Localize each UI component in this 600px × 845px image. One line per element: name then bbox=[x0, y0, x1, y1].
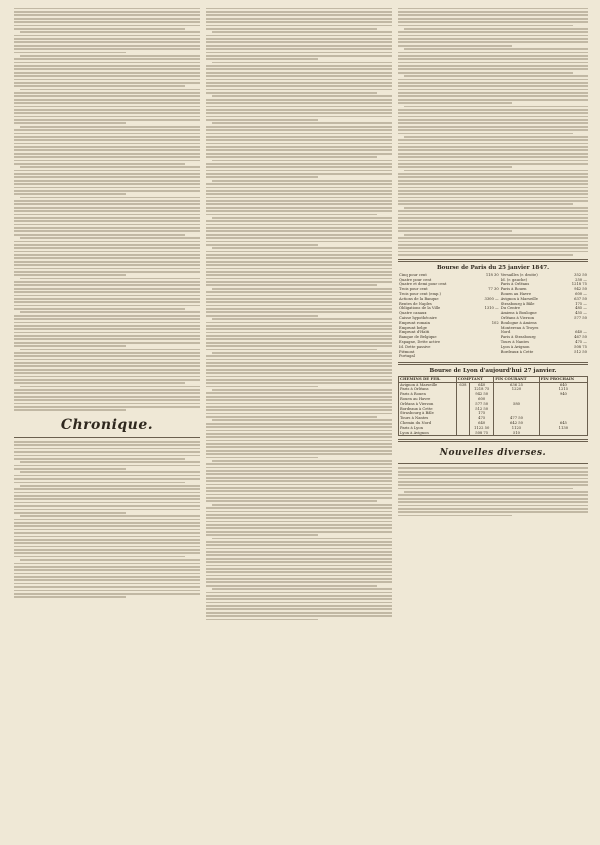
table-cell: 3300 — bbox=[484, 296, 499, 301]
chronique-heading: Chronique. bbox=[60, 417, 154, 433]
bourse-paris-table bbox=[398, 273, 588, 359]
table-cell: Orléans à Vierzon bbox=[399, 402, 457, 407]
table-header: COMPTANT bbox=[456, 377, 494, 383]
table-cell: Emprunt belge bbox=[399, 325, 427, 330]
table-cell: Paris à Orléans bbox=[500, 282, 530, 287]
table-cell bbox=[561, 354, 588, 359]
nouvelles-text bbox=[398, 467, 588, 516]
table-cell: 1218 75 bbox=[470, 387, 494, 392]
column-1 bbox=[14, 6, 200, 600]
table-cell: Quatre et demi pour cent bbox=[399, 282, 447, 287]
table-cell: 1125 bbox=[494, 426, 539, 431]
article-text bbox=[206, 8, 392, 621]
table-cell: Id. (r. gauche) bbox=[500, 277, 528, 282]
table-cell: Actions de la Banque bbox=[399, 296, 439, 301]
divider bbox=[398, 362, 588, 365]
table-cell: 1130 bbox=[539, 426, 587, 431]
table-cell: Id. Dette passive bbox=[399, 344, 431, 349]
table-cell: Rouen au Havre bbox=[500, 291, 532, 296]
table-cell: 637 50 bbox=[574, 296, 587, 301]
table-cell: 1220 bbox=[494, 387, 539, 392]
table-cell: Bordeaux à Cette bbox=[500, 349, 534, 354]
table-cell: Lyon à Avignon bbox=[500, 344, 530, 349]
table-cell: Strasbourg à Bâle bbox=[399, 411, 457, 416]
table-cell: 467 50 bbox=[574, 335, 587, 340]
table-cell: Nord bbox=[500, 330, 511, 335]
table-cell: Avignon à Marseille bbox=[399, 382, 457, 387]
column-3 bbox=[398, 6, 588, 518]
divider bbox=[14, 437, 200, 438]
table-cell: 940 bbox=[539, 392, 587, 397]
article-text bbox=[398, 8, 588, 256]
divider bbox=[398, 463, 588, 464]
table-cell: 477 50 bbox=[494, 416, 539, 421]
table-cell: 640 bbox=[539, 382, 587, 387]
table-cell: 600 bbox=[470, 397, 494, 402]
table-cell: Paris à Lyon bbox=[399, 426, 457, 431]
article-text bbox=[14, 8, 200, 411]
table-cell: Orléans à Vierzon bbox=[500, 315, 535, 320]
table-cell bbox=[456, 431, 469, 436]
table-cell: Du Centre bbox=[500, 306, 521, 311]
table-cell: Espagne, Dette active bbox=[399, 339, 441, 344]
table-cell: Paris à Strasbourg bbox=[500, 335, 536, 340]
table-cell: Boulogne à Amiens bbox=[500, 320, 537, 325]
table-cell: 250 — bbox=[575, 277, 587, 282]
table-cell: Obligations de la Ville bbox=[399, 306, 441, 311]
table-cell: 580 bbox=[494, 402, 539, 407]
table-cell: 942 50 bbox=[470, 392, 494, 397]
table-cell: Paris à Rouen bbox=[399, 392, 457, 397]
table-cell: 508 75 bbox=[574, 344, 587, 349]
divider bbox=[398, 259, 588, 262]
table-cell: Trois pour cent bbox=[399, 287, 428, 292]
table-header: FIN PROCHAIN bbox=[539, 377, 587, 383]
table-cell bbox=[539, 431, 587, 436]
table-cell bbox=[500, 354, 562, 359]
table-cell: 512 50 bbox=[574, 349, 587, 354]
table-cell: 475 — bbox=[575, 339, 587, 344]
table-cell: 512 50 bbox=[470, 407, 494, 412]
column-2 bbox=[206, 6, 392, 622]
table-cell: Avignon à Marseille bbox=[500, 296, 538, 301]
table-cell: 1218 75 bbox=[571, 282, 587, 287]
table-cell: 455 — bbox=[575, 311, 587, 316]
table-cell: 175 bbox=[470, 411, 494, 416]
table-header: CHEMINS DE FER. bbox=[399, 377, 457, 383]
table-cell: Paris à Rouen bbox=[500, 287, 527, 292]
table-cell: 508 75 bbox=[470, 431, 494, 436]
table-cell: Cinq pour cent bbox=[399, 272, 427, 277]
table-row bbox=[398, 354, 588, 359]
bourse-lyon-title: Bourse de Lyon d'aujourd'hui 27 janvier. bbox=[429, 368, 557, 375]
table-cell: 640 bbox=[470, 382, 494, 387]
table-cell: 600 — bbox=[575, 291, 587, 296]
bourse-lyon-table bbox=[398, 376, 588, 436]
table-cell: 118 30 bbox=[485, 272, 499, 277]
table-cell: 1310 — bbox=[484, 306, 499, 311]
table-cell: 645 bbox=[539, 421, 587, 426]
table-cell: 638 bbox=[456, 382, 469, 387]
table-cell: Tours à Nantes bbox=[500, 339, 530, 344]
table-cell: Portugal bbox=[399, 354, 415, 359]
table-cell: Quatre pour cent bbox=[399, 277, 432, 282]
table-cell: Caisse hypothécaire bbox=[399, 315, 437, 320]
nouvelles-heading: Nouvelles diverses. bbox=[439, 448, 547, 459]
table-cell: 577 50 bbox=[470, 402, 494, 407]
table-cell: Paris à Orléans bbox=[399, 387, 457, 392]
table-cell: 1122 50 bbox=[470, 426, 494, 431]
table-cell: 577 50 bbox=[574, 315, 587, 320]
table-cell: Lyon à Avignon bbox=[399, 431, 457, 436]
table-cell: Banque de Belgique bbox=[399, 335, 437, 340]
table-cell: 942 50 bbox=[574, 287, 587, 292]
table-cell: Piémont bbox=[399, 349, 415, 354]
table-cell: Emprunt d'Haïti bbox=[399, 330, 430, 335]
table-cell: 510 bbox=[494, 431, 539, 436]
table-cell: Quatre canaux bbox=[399, 311, 427, 316]
table-cell: Montereau à Troyes bbox=[500, 325, 539, 330]
table-cell: 77 30 bbox=[488, 287, 499, 292]
bourse-paris-title: Bourse de Paris du 25 janvier 1847. bbox=[436, 264, 550, 271]
table-cell: 642 50 bbox=[494, 421, 539, 426]
table-cell: 352 50 bbox=[574, 272, 587, 277]
table-cell: 485 — bbox=[575, 306, 587, 311]
table-cell: Rentes de Naples bbox=[399, 301, 432, 306]
table-cell: 175 — bbox=[575, 301, 587, 306]
divider bbox=[398, 439, 588, 442]
table-cell: Tours à Nantes bbox=[399, 416, 457, 421]
table-cell: Bordeaux à Cette bbox=[399, 407, 457, 412]
table-cell: Emprunt romain bbox=[399, 320, 430, 325]
table-row bbox=[399, 431, 588, 436]
table-cell: 102 bbox=[491, 320, 499, 325]
table-cell: Versailles (r. droite) bbox=[500, 272, 538, 277]
table-cell: 640 — bbox=[575, 330, 587, 335]
table-cell: 475 bbox=[470, 416, 494, 421]
chronique-text bbox=[14, 441, 200, 598]
table-cell: 636 25 bbox=[494, 382, 539, 387]
table-cell: Amiens à Boulogne bbox=[500, 311, 537, 316]
table-cell: 640 bbox=[470, 421, 494, 426]
table-cell: Rouen au Havre bbox=[399, 397, 457, 402]
table-cell: Chemin du Nord bbox=[399, 421, 457, 426]
table-cell: Strasbourg à Bâle bbox=[500, 301, 535, 306]
table-cell: Trois pour cent (emp.) bbox=[399, 291, 441, 296]
table-cell: 1215 bbox=[539, 387, 587, 392]
table-cell bbox=[475, 354, 500, 359]
table-header: FIN COURANT bbox=[494, 377, 539, 383]
